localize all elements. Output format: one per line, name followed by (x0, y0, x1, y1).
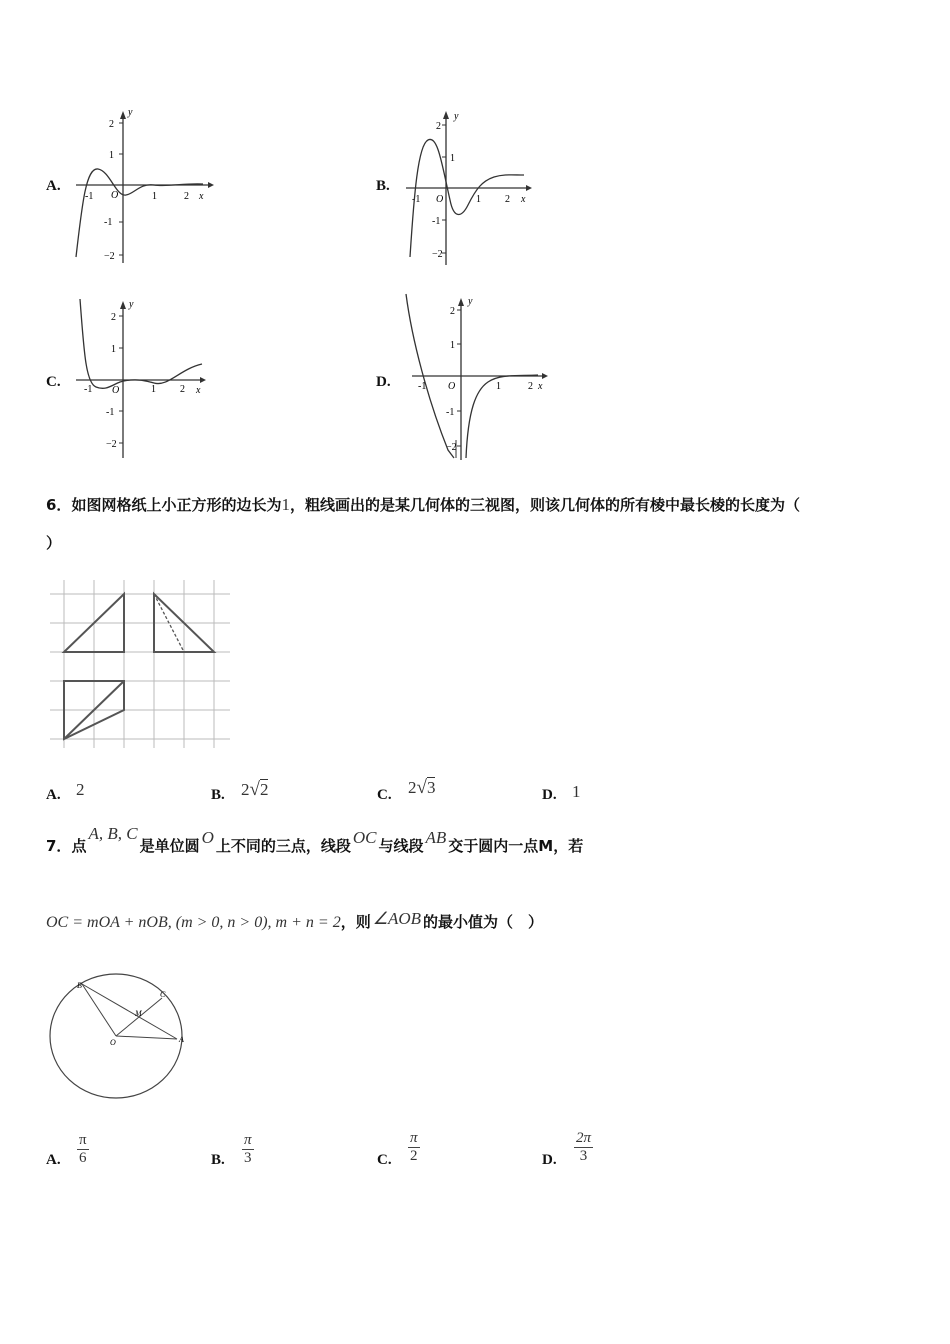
svg-text:1: 1 (496, 381, 501, 392)
q6-option-a-label[interactable]: A. (46, 787, 61, 803)
q7-option-a-value: $\frac{\pi}{6}$ (79, 1132, 87, 1166)
q6-option-b-label[interactable]: B. (211, 787, 225, 803)
svg-text:1: 1 (476, 194, 481, 205)
q7-stem: 7．点A, B, C是单位圆 O 上不同的三点，线段 OC 与线段 AB 交于圆内一点M，若 (46, 824, 584, 855)
q5-graph-c (68, 293, 218, 463)
q7-option-c-value: $\frac{\pi}{2}$ (410, 1130, 418, 1164)
svg-text:C: C (160, 990, 166, 999)
svg-text:2: 2 (109, 119, 114, 130)
q7-option-b-label[interactable]: B. (211, 1152, 225, 1168)
svg-text:1: 1 (111, 344, 116, 355)
q6-stem: 6．如图网格纸上小正方形的边长为1，粗线画出的是某几何体的三视图，则该几何体的所有棱中最长棱的长度为（ (46, 495, 800, 514)
svg-text:1: 1 (151, 384, 156, 395)
q6-option-d-value: 1 (572, 782, 581, 801)
svg-text:-1: -1 (85, 191, 94, 202)
q5-graph-b (398, 105, 548, 265)
svg-text:O: O (110, 1038, 116, 1047)
q5-option-d-label[interactable]: D. (376, 374, 391, 390)
svg-text:x: x (199, 191, 204, 202)
svg-text:A: A (179, 1035, 184, 1044)
svg-text:2: 2 (180, 384, 185, 395)
q6-option-a-value: 2 (76, 780, 85, 799)
q6-option-d-label[interactable]: D. (542, 787, 557, 803)
svg-text:1: 1 (450, 153, 455, 164)
q7-option-c-label[interactable]: C. (377, 1152, 392, 1168)
svg-text:O: O (448, 381, 456, 392)
q7-option-a-label[interactable]: A. (46, 1152, 61, 1168)
svg-text:2: 2 (528, 381, 533, 392)
svg-text:O: O (112, 385, 120, 396)
svg-text:1: 1 (109, 150, 114, 161)
q6-stem-close: ） (46, 534, 62, 552)
q6-option-c-label[interactable]: C. (377, 787, 392, 803)
svg-text:-1: -1 (412, 194, 421, 205)
q5-graph-d (398, 290, 558, 462)
svg-text:2: 2 (111, 312, 116, 323)
svg-text:M: M (135, 1009, 142, 1018)
svg-text:-1: -1 (418, 381, 427, 392)
svg-text:y: y (468, 296, 473, 307)
svg-text:x: x (196, 385, 201, 396)
svg-text:x: x (521, 194, 526, 205)
q7-option-d-label[interactable]: D. (542, 1152, 557, 1168)
svg-text:-1: -1 (106, 407, 115, 418)
svg-text:−2: −2 (432, 249, 443, 260)
svg-text:1: 1 (450, 340, 455, 351)
svg-text:y: y (129, 299, 134, 310)
svg-text:O: O (111, 190, 119, 201)
svg-text:y: y (128, 107, 133, 118)
svg-text:x: x (538, 381, 543, 392)
svg-text:-1: -1 (104, 217, 113, 228)
svg-text:-1: -1 (446, 407, 455, 418)
svg-text:O: O (436, 194, 444, 205)
q5-option-b-label[interactable]: B. (376, 178, 390, 194)
q7-condition: OC = mOA + nOB, (m > 0, n > 0), m + n = 2，则 ∠AOB 的最小值为（ ） (46, 909, 544, 931)
svg-text:-1: -1 (432, 216, 441, 227)
q7-option-b-value: $\frac{\pi}{3}$ (244, 1132, 252, 1166)
svg-text:B: B (77, 981, 82, 990)
svg-text:1: 1 (152, 191, 157, 202)
svg-text:2: 2 (505, 194, 510, 205)
svg-text:2: 2 (436, 121, 441, 132)
q5-graph-a (68, 105, 218, 265)
q6-three-view-figure (44, 578, 234, 752)
svg-text:2: 2 (184, 191, 189, 202)
svg-text:2: 2 (450, 306, 455, 317)
q7-circle-figure (44, 964, 214, 1106)
svg-text:-1: -1 (84, 384, 93, 395)
q6-option-b-value: 2√2 (241, 779, 269, 800)
q7-option-d-value: $\frac{2\pi}{3}$ (576, 1130, 592, 1164)
svg-text:y: y (454, 111, 459, 122)
q5-option-a-label[interactable]: A. (46, 178, 61, 194)
svg-text:−2: −2 (106, 439, 117, 450)
q6-option-c-value: 2√3 (408, 777, 436, 798)
svg-text:−2: −2 (446, 442, 457, 453)
q5-option-c-label[interactable]: C. (46, 374, 61, 390)
svg-text:−2: −2 (104, 251, 115, 262)
